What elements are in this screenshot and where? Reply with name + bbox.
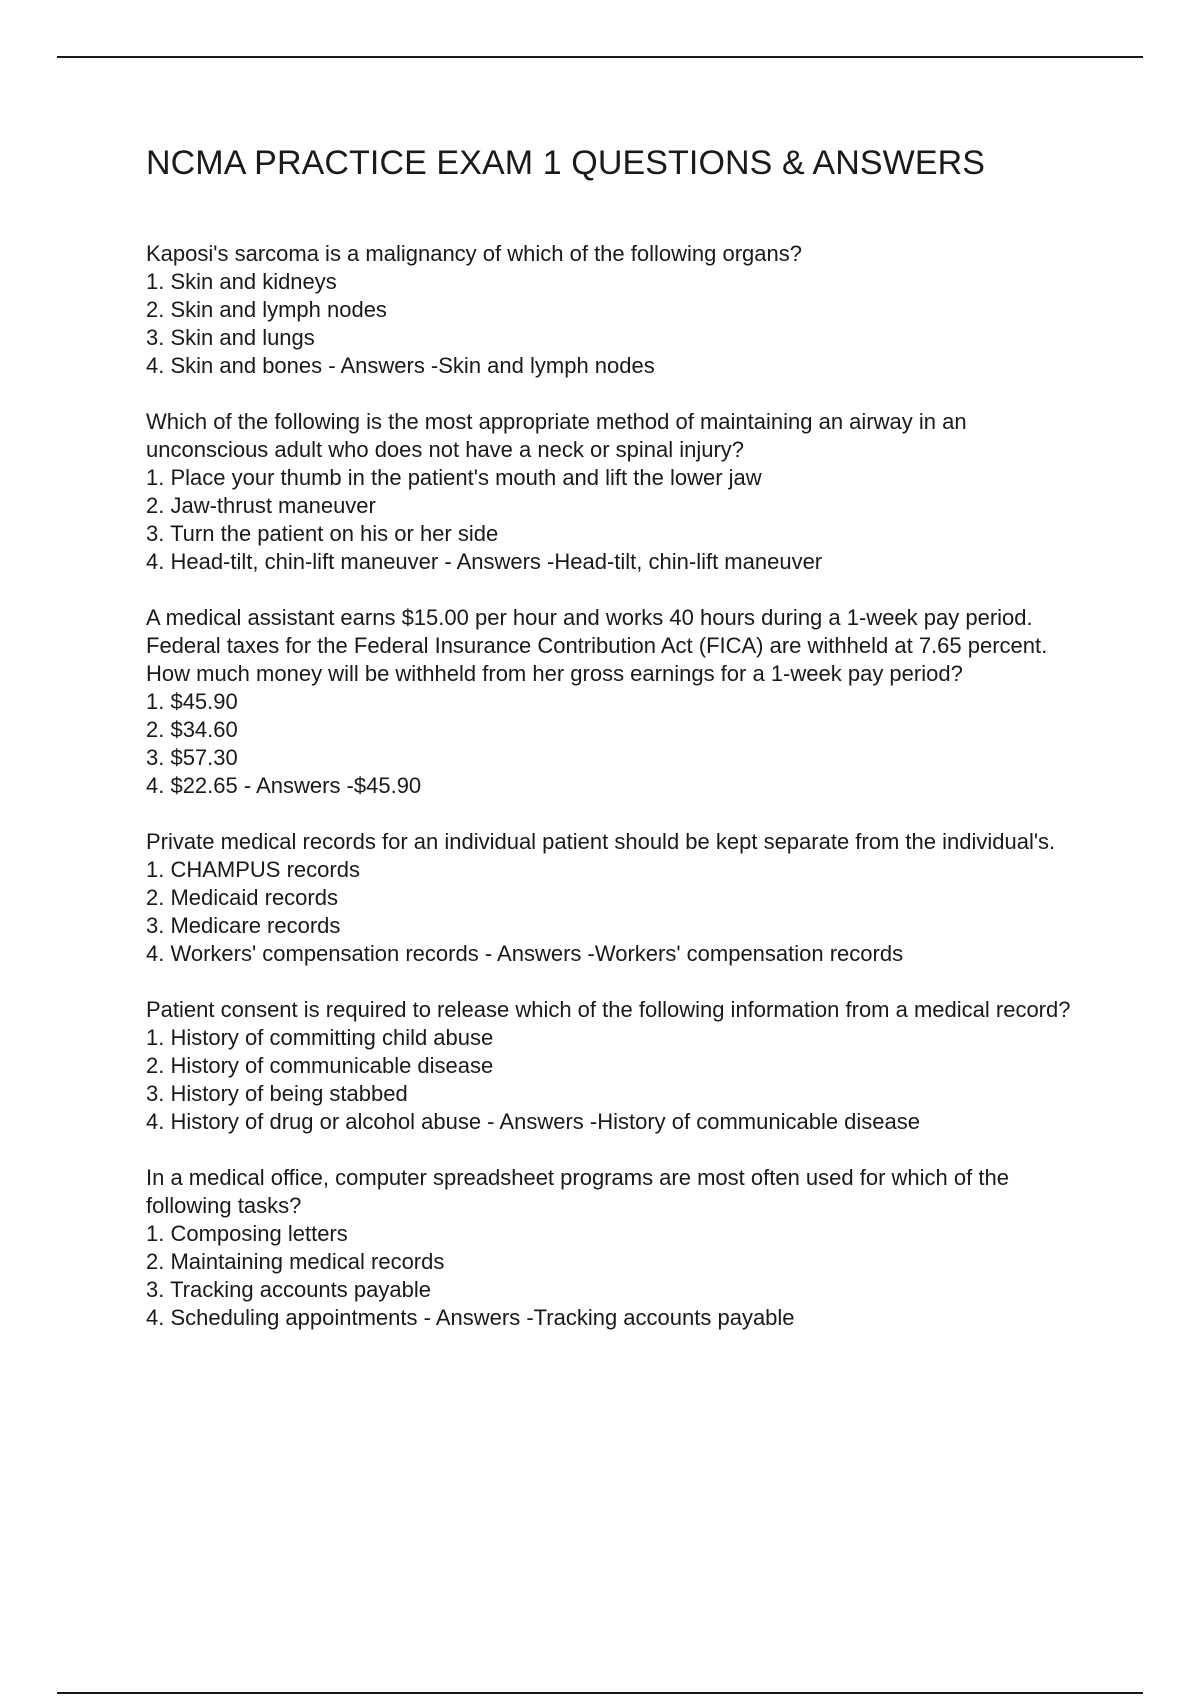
option-3: 3. Medicare records [146, 913, 341, 938]
option-4-with-answer: 4. History of drug or alcohol abuse - Answers -History of communicable disease [146, 1109, 921, 1134]
option-4-with-answer: 4. $22.65 - Answers -$45.90 [146, 773, 422, 798]
option-2: 2. $34.60 [146, 717, 238, 742]
question-block-1 [146, 240, 1086, 380]
option-4-with-answer: 4. Skin and bones - Answers -Skin and lymph nodes [146, 353, 655, 378]
option-4-with-answer: 4. Scheduling appointments - Answers -Tracking accounts payable [146, 1305, 795, 1330]
bottom-rule [57, 1692, 1143, 1694]
page-content [146, 142, 1086, 1360]
option-1: 1. $45.90 [146, 689, 238, 714]
option-2: 2. History of communicable disease [146, 1053, 494, 1078]
option-3: 3. $57.30 [146, 745, 238, 770]
option-1: 1. Place your thumb in the patient's mouth and lift the lower jaw [146, 465, 762, 490]
option-1: 1. Composing letters [146, 1221, 348, 1246]
question-block-2 [146, 408, 1086, 576]
top-rule [57, 56, 1143, 58]
question-text: Patient consent is required to release which of the following information from a medical record? [146, 997, 1071, 1022]
question-text: A medical assistant earns $15.00 per hour and works 40 hours during a 1-week pay period. Federal taxes for the Federal Insurance Contribution Act (FICA) are withheld at 7.65 percent. How much money will be withheld from her gross earnings for a 1-week pay period? [146, 605, 1048, 686]
option-4-with-answer: 4. Workers' compensation records - Answers -Workers' compensation records [146, 941, 904, 966]
option-4-with-answer: 4. Head-tilt, chin-lift maneuver - Answers -Head-tilt, chin-lift maneuver [146, 549, 823, 574]
option-2: 2. Jaw-thrust maneuver [146, 493, 376, 518]
option-1: 1. Skin and kidneys [146, 269, 337, 294]
question-text: In a medical office, computer spreadsheet programs are most often used for which of the following tasks? [146, 1165, 1009, 1218]
page-title: NCMA PRACTICE EXAM 1 QUESTIONS & ANSWERS [146, 144, 986, 182]
question-block-4 [146, 828, 1086, 968]
question-block-3 [146, 604, 1086, 800]
question-block-6 [146, 1164, 1086, 1332]
question-block-5 [146, 996, 1086, 1136]
option-2: 2. Skin and lymph nodes [146, 297, 387, 322]
option-1: 1. CHAMPUS records [146, 857, 360, 882]
option-3: 3. Skin and lungs [146, 325, 315, 350]
option-3: 3. Turn the patient on his or her side [146, 521, 499, 546]
question-text: Kaposi's sarcoma is a malignancy of which of the following organs? [146, 241, 802, 266]
option-2: 2. Medicaid records [146, 885, 338, 910]
option-2: 2. Maintaining medical records [146, 1249, 445, 1274]
question-text: Which of the following is the most appropriate method of maintaining an airway in an unconscious adult who does not have a neck or spinal injury? [146, 409, 967, 462]
option-1: 1. History of committing child abuse [146, 1025, 494, 1050]
option-3: 3. History of being stabbed [146, 1081, 408, 1106]
option-3: 3. Tracking accounts payable [146, 1277, 431, 1302]
question-text: Private medical records for an individual patient should be kept separate from the individual's. [146, 829, 1056, 854]
